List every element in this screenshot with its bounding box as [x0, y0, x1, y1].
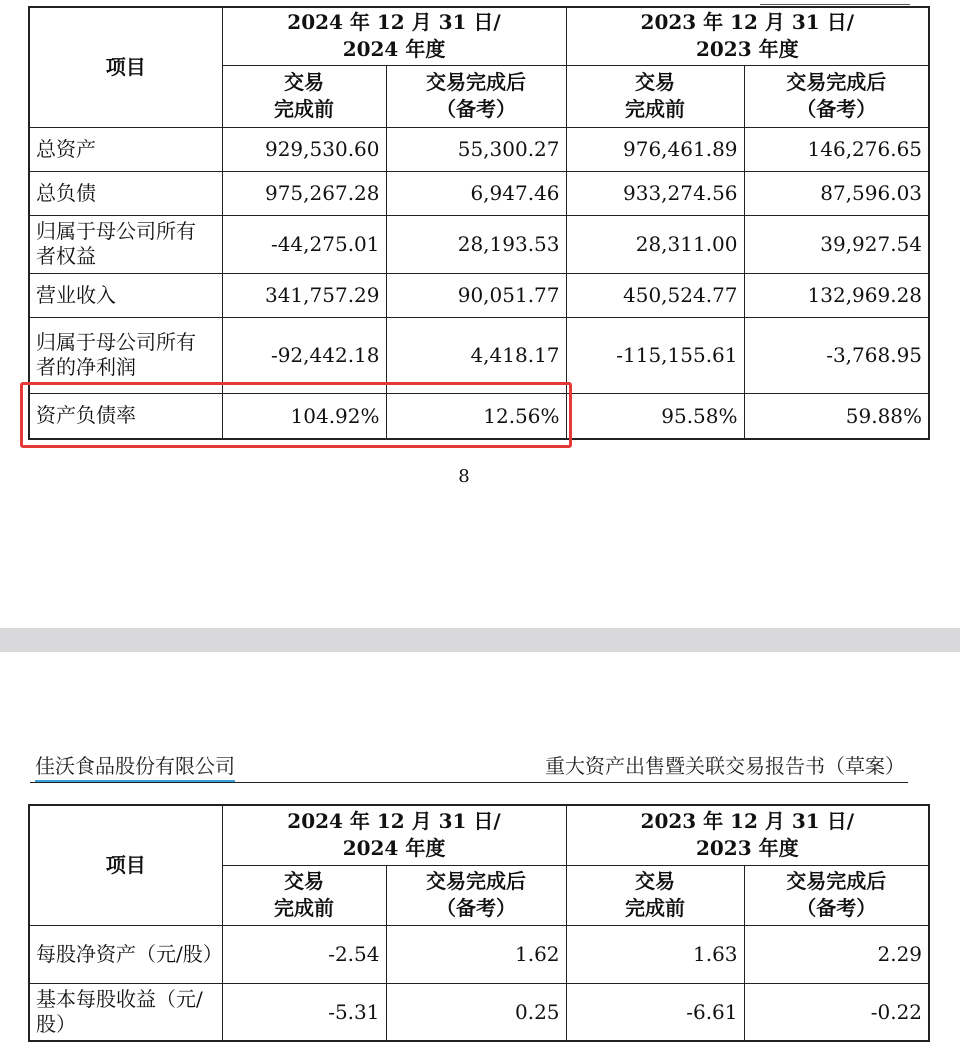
document-title: 重大资产出售暨关联交易报告书（草案）	[545, 754, 905, 778]
cell-value: 0.25	[386, 983, 566, 1041]
cell-value: 39,927.54	[744, 215, 929, 273]
cell-value: -2.54	[222, 925, 386, 983]
cell-value: 59.88%	[744, 393, 929, 439]
header-period-2023: 2023 年 12 月 31 日/ 2023 年度	[566, 805, 929, 865]
row-label: 每股净资产（元/股）	[29, 925, 222, 983]
page-number: 8	[458, 466, 470, 487]
cell-value: -92,442.18	[222, 317, 386, 393]
cropped-header-rule	[760, 0, 910, 5]
red-highlight-box	[20, 382, 572, 448]
cell-value: 12.56%	[386, 393, 566, 439]
cell-value: 975,267.28	[222, 171, 386, 215]
cell-value: 87,596.03	[744, 171, 929, 215]
cell-value: 132,969.28	[744, 273, 929, 317]
cell-value: -5.31	[222, 983, 386, 1041]
header-before-2023: 交易 完成前	[566, 865, 744, 925]
cell-value: 1.62	[386, 925, 566, 983]
header-item: 项目	[29, 7, 222, 127]
cell-value: 4,418.17	[386, 317, 566, 393]
cell-value: 28,193.53	[386, 215, 566, 273]
cell-value: 976,461.89	[566, 127, 744, 171]
cell-value: 341,757.29	[222, 273, 386, 317]
header-after-2024: 交易完成后 （备考）	[386, 65, 566, 127]
cell-value: -44,275.01	[222, 215, 386, 273]
cell-value: -3,768.95	[744, 317, 929, 393]
header-rule	[30, 782, 908, 783]
row-label: 营业收入	[29, 273, 222, 317]
cell-value: 146,276.65	[744, 127, 929, 171]
cell-value: 1.63	[566, 925, 744, 983]
header-period-2024: 2024 年 12 月 31 日/ 2024 年度	[222, 7, 566, 65]
document-page-2	[0, 652, 960, 1061]
table-row	[29, 215, 929, 273]
header-before-2024: 交易 完成前	[222, 65, 386, 127]
row-label: 总资产	[29, 127, 222, 171]
header-after-2023: 交易完成后 （备考）	[744, 65, 929, 127]
cell-value: 104.92%	[222, 393, 386, 439]
financial-summary-table	[28, 6, 930, 440]
header-after-2023: 交易完成后 （备考）	[744, 865, 929, 925]
per-share-table	[28, 804, 930, 1042]
cell-value: 28,311.00	[566, 215, 744, 273]
cell-value: 929,530.60	[222, 127, 386, 171]
cell-value: -0.22	[744, 983, 929, 1041]
row-label: 资产负债率	[29, 393, 222, 439]
header-before-2024: 交易 完成前	[222, 865, 386, 925]
header-item: 项目	[29, 805, 222, 925]
cell-value: 95.58%	[566, 393, 744, 439]
header-after-2024: 交易完成后 （备考）	[386, 865, 566, 925]
page-gap	[0, 628, 960, 652]
cell-value: 933,274.56	[566, 171, 744, 215]
header-period-2024: 2024 年 12 月 31 日/ 2024 年度	[222, 805, 566, 865]
cell-value: 55,300.27	[386, 127, 566, 171]
cell-value: -115,155.61	[566, 317, 744, 393]
cell-value: 90,051.77	[386, 273, 566, 317]
cell-value: 2.29	[744, 925, 929, 983]
cell-value: 450,524.77	[566, 273, 744, 317]
table-row	[29, 127, 929, 171]
table-row	[29, 171, 929, 215]
table-row	[29, 273, 929, 317]
company-name: 佳沃食品股份有限公司	[35, 750, 235, 779]
cell-value: -6.61	[566, 983, 744, 1041]
table-row	[29, 925, 929, 983]
header-period-2023: 2023 年 12 月 31 日/ 2023 年度	[566, 7, 929, 65]
row-label: 归属于母公司所有者权益	[29, 215, 222, 273]
header-before-2023: 交易 完成前	[566, 65, 744, 127]
row-label: 归属于母公司所有者的净利润	[29, 317, 222, 393]
row-label: 基本每股收益（元/股）	[29, 983, 222, 1041]
cell-value: 6,947.46	[386, 171, 566, 215]
table-row	[29, 983, 929, 1041]
row-label: 总负债	[29, 171, 222, 215]
